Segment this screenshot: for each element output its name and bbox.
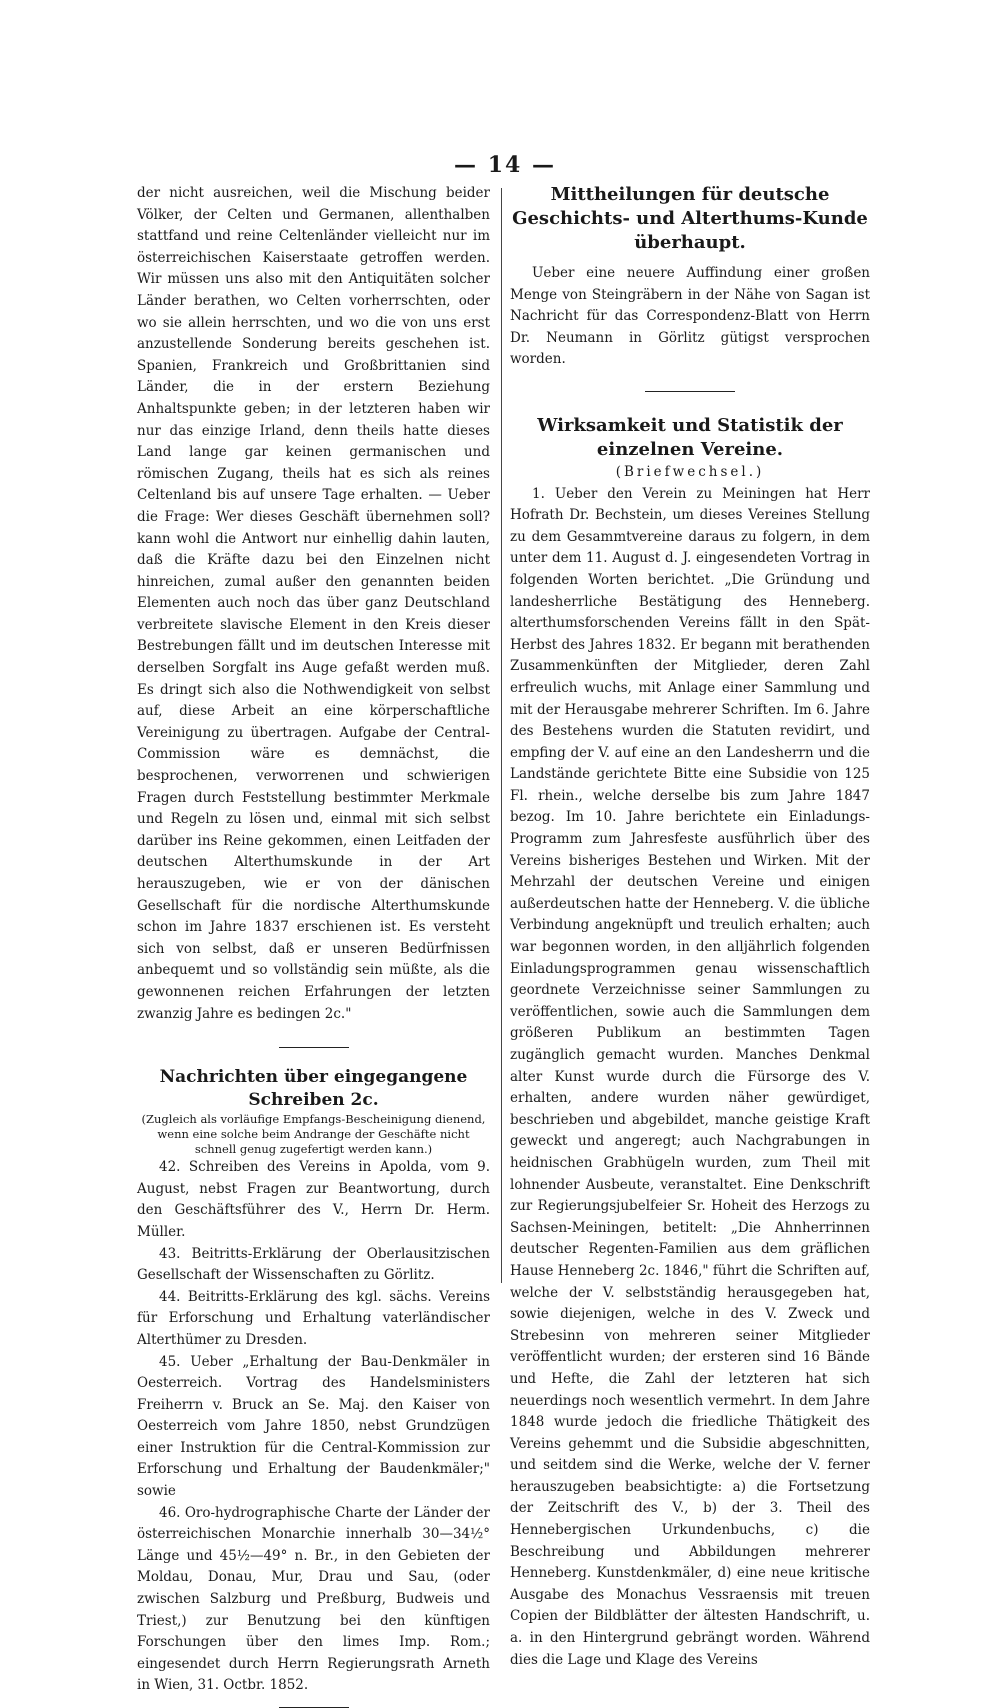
body-paragraph: 1. Ueber den Verein zu Meiningen hat Herr Hofrath Dr. Bechstein, um dieses Vereines Stellung zu dem Gesammtvereine daraus zu folgern, in dem unter dem 11. August d. J. eingesendeten Vortrag in folgenden Worten berichtet. „Die Gründung und landesherrliche Bestätigung des Henneberg. alterthumsforschenden Vereins fällt in den Spät-Herbst des Jahres 1832. Er begann mit berathenden Zusammenkünften der Mitglieder, deren Zahl erfreulich wuchs, mit Anlage einer Sammlung und mit der Herausgabe mehrerer Schriften. Im 6. Jahre des Bestehens wurden die Statuten revidirt, und empfing der V. auf eine an den Landesherrn und die Landstände gerichtete Bitte eine Subsidie von 125 Fl. rhein., welche derselbe bis zum Jahre 1847 bezog. Im 10. Jahre berichtete ein Einladungs-Programm zum Jahresfeste ausführlich über des Vereins bisheriges Bestehen und Wirken. Mit der Mehrzahl der deutschen Vereine und einigen außerdeutschen hatte der Henneberg. V. die übliche Verbindung angeknüpft und treulich erhalten; auch war begonnen worden, in den alljährlich folgenden Einladungsprogrammen genau wissenschaftlich geordnete Verzeichnisse seiner Sammlungen zu veröffentlichen, sowie auch die Sammlungen dem größeren Publikum an bestimmten Tagen zugänglich gemacht wurden. Manches Denkmal alter Kunst wurde durch die Fürsorge des V. erhalten, andere wurden näher gewürdiget, beschrieben und abgebildet, manche geistige Kraft geweckt und angeregt; auch Nachgrabungen in heidnischen Grabhügeln wurden, zum Theil mit lohnender Ausbeute, veranstaltet. Eine Denkschrift zur Regierungsjubelfeier Sr. Hoheit des Herzogs zu Sachsen-Meiningen, betitelt: „Die Ahnherrinnen deutscher Regenten-Familien aus dem gräflichen Hause Henneberg 2c. 1846," führt die Schriften auf, welche der V. selbstständig herausgegeben hat, sowie diejenigen, welche in des V. Zweck und Strebesinn von mehreren seiner Mitglieder veröffentlicht wurden; der ersteren sind 16 Bände und Hefte, die Zahl der letzteren hat sich neuerdings noch wesentlich vermehrt. In dem Jahre 1848 wurde jedoch die friedliche Thätigkeit des Vereins gehemmt und die Subsidie abgeschnitten, und seitdem sind die Werke, welche der V. ferner herauszugeben beabsichtigte: a) die Fortsetzung der Zeitschrift des V., b) der 3. Theil des Hennebergischen Urkundenbuchs, c) die Beschreibung und Abbildungen mehrerer Henneberg. Kunstdenkmäler, d) eine neue kritische Ausgabe des Monachus Vessraensis mit treuen Copien der Bildblätter der ältesten Handschrift, u. a. in den Hintergrund gebrängt worden. Während dies die Lage und Klage des Vereins bbox=[510, 485, 870, 1668]
right-column bbox=[510, 183, 870, 1671]
section-heading: Nachrichten über eingegangene Schreiben 2c. bbox=[159, 1067, 468, 1111]
page-number: — 14 — bbox=[454, 152, 556, 178]
list-item: 45. Ueber „Erhaltung der Bau-Denkmäler in Oesterreich. Vortrag des Handelsministers Freiherrn v. Bruck an Se. Maj. den Kaiser von Oesterreich vom Jahre 1850, nebst Grundzügen einer Instruktion für die Central-Kommission zur Erforschung und Erhaltung der Baudenkmäler;" sowie bbox=[137, 1353, 490, 1500]
body-paragraph: der nicht ausreichen, weil die Mischung beider Völker, der Celten und Germanen, allenthalben stattfand und reine Celtenländer vielleicht nur im österreichischen Kaiserstaate getroffen werden. Wir müssen uns also mit den Antiquitäten solcher Länder berathen, wo Celten vorherrschten, oder wo sie allein herrschten, und wo die von uns erst anzustellende Sonderung bereits geschehen ist. Spanien, Frankreich und Großbrittanien sind Länder, die in der erstern Beziehung Anhaltspunkte geben; in der letzteren haben wir nur das einzige Irland, denn theils hatte dieses Land lange gar keinen germanischen und römischen Zugang, theils hat es sich als reines Celtenland bis auf unsere Tage erhalten. — Ueber die Frage: Wer dieses Geschäft übernehmen soll? kann wohl die Antwort nur einhellig dahin lauten, daß die Kräfte dazu bei den Einzelnen nicht hinreichen, zumal außer den genannten beiden Elementen auch noch das über ganz Deutschland verbreitete slavische Element in den Kreis dieser Bestrebungen fällt und im deutschen Interesse mit derselben Sorgfalt ins Auge gefaßt werden muß. Es dringt sich also die Nothwendigkeit von selbst auf, diese Arbeit an eine körperschaftliche Vereinigung zu übertragen. Aufgabe der Central-Commission wäre es demnächst, die besprochenen, verworrenen und schwierigen Fragen durch Feststellung bestimmter Merkmale und Regeln zu lösen und, einmal mit sich selbst darüber ins Reine gekommen, einen Leitfaden der deutschen Alterthumskunde in der Art herauszugeben, wie er von der dänischen Gesellschaft für die nordische Alterthumskunde schon im Jahre 1837 erschienen ist. Es versteht sich von selbst, daß er unseren Bedürfnissen anbequemt und so vollständig sein müßte, als die gewonnenen reichen Erfahrungen der letzten zwanzig Jahre es bedingen 2c." bbox=[137, 185, 490, 1022]
list-item: 46. Oro-hydrographische Charte der Länder der österreichischen Monarchie innerhalb 30—34½° Länge und 45½—49° n. Br., in den Gebieten der Moldau, Donau, Mur, Drau und Sau, (oder zwischen Salzburg und Preßburg, Budweis und Triest,) zur Benutzung bei den künftigen Forschungen über den limes Imp. Rom.; eingesendet durch Herrn Regierungsrath Arneth in Wien, 31. Octbr. 1852. bbox=[137, 1504, 490, 1694]
section-note: (Zugleich als vorläufige Empfangs-Bescheinigung dienend, wenn eine solche beim Andrange der Geschäfte nicht schnell genug zugefertigt werden kann.) bbox=[141, 1112, 486, 1157]
list-item: 43. Beitritts-Erklärung der Oberlausitzischen Gesellschaft der Wissenschaften zu Görlitz. bbox=[137, 1245, 490, 1284]
section-subtitle: (Briefwechsel.) bbox=[615, 463, 765, 480]
section-heading-2: Wirksamkeit und Statistik der einzelnen Vereine. bbox=[537, 414, 843, 460]
body-paragraph: Ueber eine neuere Auffindung einer großen Menge von Steingräbern in der Nähe von Sagan ist Nachricht für das Correspondenz-Blatt von Herrn Dr. Neumann in Görlitz gütigst versprochen worden. bbox=[510, 265, 870, 368]
column-divider bbox=[501, 188, 502, 1283]
section-heading-1: Mittheilungen für deutsche Geschichts- und Alterthums-Kunde überhaupt. bbox=[512, 184, 868, 253]
list-item: 44. Beitritts-Erklärung des kgl. sächs. Vereins für Erforschung und Erhaltung vaterländischer Alterthümer zu Dresden. bbox=[137, 1288, 490, 1348]
left-column bbox=[137, 183, 490, 1708]
list-item: 42. Schreiben des Vereins in Apolda, vom 9. August, nebst Fragen zur Beantwortung, durch den Geschäftsführer des V., Herrn Dr. Herm. Müller. bbox=[137, 1159, 490, 1240]
